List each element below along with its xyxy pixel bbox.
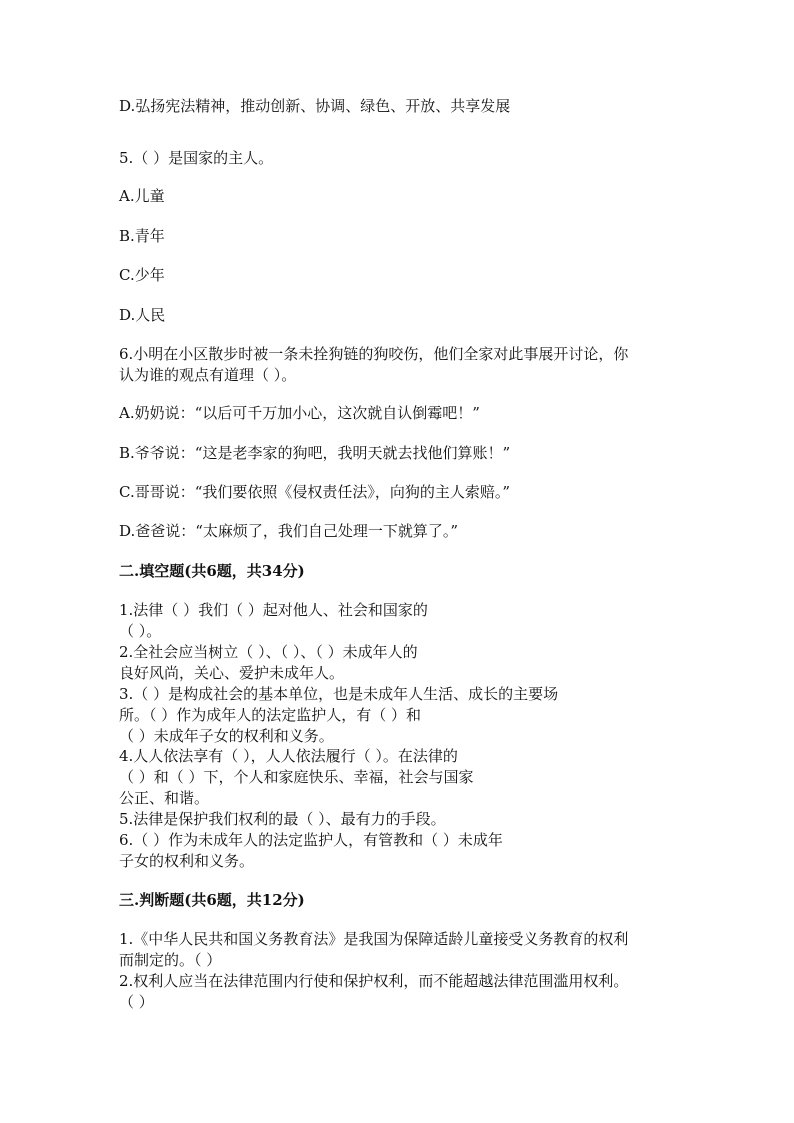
question-6-stem-line-2: 认为谁的观点有道理（ ）。	[119, 366, 297, 384]
question-5-option-c: C.少年	[119, 266, 165, 284]
section-2-line-13: 子女的权利和义务。	[119, 852, 255, 870]
section-2-line-7: （ ）未成年子女的权利和义务。	[119, 727, 334, 745]
question-6-option-c: C.哥哥说：“我们要依照《侵权责任法》，向狗的主人索赔。”	[119, 483, 511, 501]
section-2-line-10: 公正、和谐。	[119, 789, 210, 807]
section-2-line-1: 1.法律（ ）我们（ ）起对他人、社会和国家的	[119, 601, 428, 619]
section-2-line-6: 所。（ ）作为成年人的法定监护人，有（ ）和	[119, 706, 422, 724]
section-2-line-5: 3.（ ）是构成社会的基本单位，也是未成年人生活、成长的主要场	[119, 685, 559, 703]
question-6-option-a: A.奶奶说：“以后可千万加小心，这次就自认倒霉吧！”	[119, 404, 480, 422]
section-2-line-2: （ ）。	[119, 622, 162, 640]
section-2-title: 二.填空题(共6题，共34分)	[119, 562, 305, 580]
section-3-title: 三.判断题(共6题，共12分)	[119, 891, 305, 909]
question-4-option-d: D.弘扬宪法精神，推动创新、协调、绿色、开放、共享发展	[119, 97, 511, 115]
question-6-option-b: B.爷爷说：“这是老李家的狗吧，我明天就去找他们算账！”	[119, 444, 511, 462]
section-3-line-3: 2.权利人应当在法律范围内行使和保护权利，而不能超越法律范围滥用权利。	[119, 972, 629, 990]
section-2-line-9: （ ）和（ ）下，个人和家庭快乐、幸福，社会与国家	[119, 768, 474, 786]
question-6-stem-line-1: 6.小明在小区散步时被一条未拴狗链的狗咬伤，他们全家对此事展开讨论，你	[119, 345, 629, 363]
question-5-option-d: D.人民	[119, 306, 166, 324]
section-3-line-4: （ ）	[119, 993, 154, 1011]
section-2-line-12: 6.（ ）作为未成年人的法定监护人，有管教和（ ）未成年	[119, 831, 503, 849]
section-2-line-3: 2.全社会应当树立（ ）、（ ）、（ ）未成年人的	[119, 643, 418, 661]
question-5-option-a: A.儿童	[119, 187, 165, 205]
section-2-line-8: 4.人人依法享有（ ），人人依法履行（ ）。在法律的	[119, 747, 458, 765]
question-6-option-d: D.爸爸说：“太麻烦了，我们自己处理一下就算了。”	[119, 522, 459, 540]
section-2-line-11: 5.法律是保护我们权利的最（ ）、最有力的手段。	[119, 810, 446, 828]
question-5-option-b: B.青年	[119, 227, 165, 245]
section-2-line-4: 良好风尚，关心、爱护未成年人。	[119, 664, 345, 682]
section-3-line-2: 而制定的。（ ）	[119, 951, 222, 969]
section-3-line-1: 1.《中华人民共和国义务教育法》是我国为保障适龄儿童接受义务教育的权利	[119, 930, 629, 948]
question-5-stem: 5.（ ）是国家的主人。	[119, 149, 274, 167]
